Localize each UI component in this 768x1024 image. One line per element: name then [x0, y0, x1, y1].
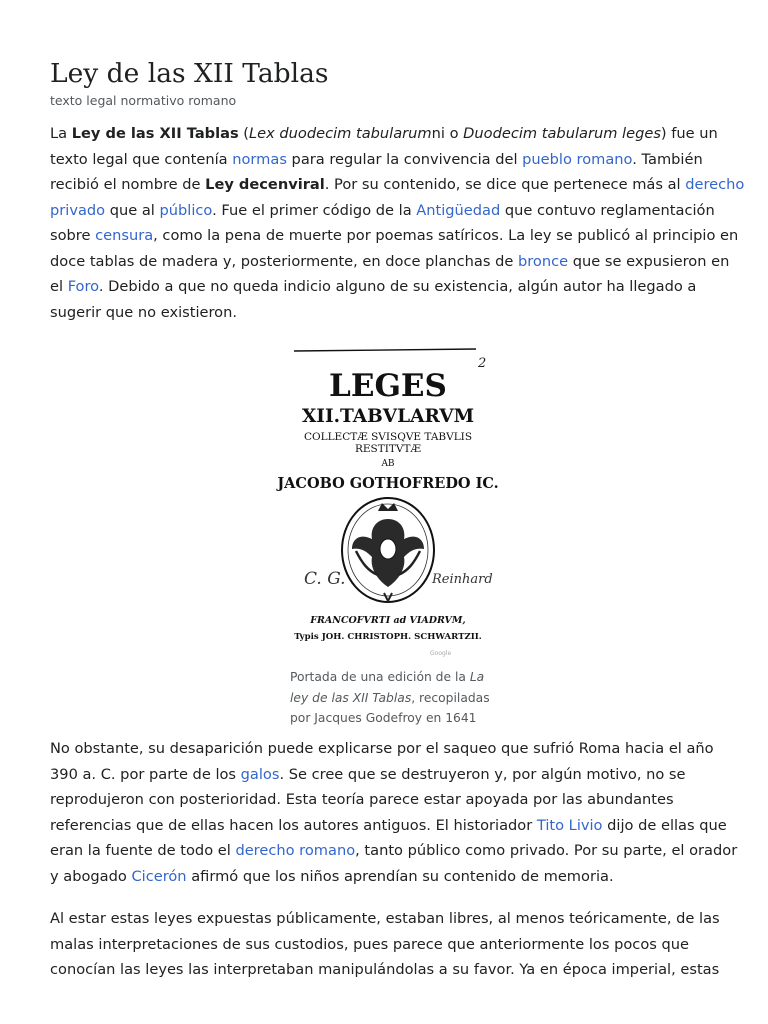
restitutae-line: RESTITVTÆ	[354, 443, 422, 455]
link-derecho-romano[interactable]: derecho romano	[235, 842, 356, 859]
text-run: que al	[105, 201, 160, 219]
author-line: JACOBO GOTHOFREDO IC.	[277, 475, 499, 492]
text-line	[50, 906, 730, 932]
latin-name: Lex duodecim tabularum	[249, 125, 432, 142]
text-run: para regular la convivencia del	[286, 150, 523, 168]
link-foro[interactable]: Foro	[67, 278, 99, 295]
text-run: (	[238, 125, 249, 142]
figure-caption	[290, 667, 490, 729]
text-line	[50, 813, 730, 839]
text-run: , tanto público como privado. Por su parte, el orador	[355, 842, 738, 859]
caption-line: por Jacques Godefroy en 1641	[290, 711, 477, 725]
text-run: reprodujeron con posterioridad. Esta teoría parece estar apoyada por las abundantes	[50, 791, 674, 808]
text-line	[50, 172, 745, 198]
text-line	[50, 300, 730, 326]
text-run: , como la pena de muerte por poemas satíricos. La ley se publicó al principio en	[153, 227, 739, 244]
history-paragraph	[50, 736, 738, 889]
caption-italic: La	[469, 670, 485, 684]
link-derecho-privado[interactable]: derecho	[685, 176, 745, 193]
text-run: . También	[632, 150, 703, 168]
book-title-page-image[interactable]	[277, 343, 499, 659]
page-title: Ley de las XII Tablas	[50, 58, 329, 89]
text-line	[50, 274, 730, 300]
text-run: que contuvo reglamentación	[500, 201, 715, 219]
ab-line: AB	[381, 459, 395, 469]
text-run: . Se cree que se destruyeron y, por algún motivo, no se	[279, 765, 686, 783]
text-run: doce tablas de madera y, posteriormente, en doce planchas de	[50, 252, 518, 270]
link-publico[interactable]: público	[159, 201, 213, 219]
caption-italic: ley de las XII Tablas	[290, 690, 412, 705]
text-run: . Debido a que no queda indicio alguno de su existencia, algún autor ha llegado a	[98, 278, 697, 295]
link-bronce[interactable]: bronce	[517, 252, 569, 270]
imprint-printer: Typis JOH. CHRISTOPH. SCHWARTZII.	[294, 632, 482, 642]
text-line	[50, 762, 730, 788]
link-derecho-privado[interactable]: privado	[50, 201, 106, 219]
text-run: La	[50, 125, 72, 142]
text-line	[50, 249, 730, 275]
text-run: que se expusieron en	[568, 252, 730, 270]
text-run: sobre	[50, 227, 96, 244]
text-run: . Por su contenido, se dice que pertenece más al	[324, 176, 686, 193]
text-line	[50, 787, 730, 813]
text-run: , recopiladas	[411, 690, 490, 705]
text-run: dijo de ellas que	[602, 816, 727, 834]
collectae-line: COLLECTÆ SVISQVE TABVLIS	[303, 431, 473, 443]
text-line	[50, 736, 730, 762]
link-normas[interactable]: normas	[232, 150, 287, 168]
link-tito-livio[interactable]: Tito Livio	[536, 816, 603, 834]
text-run: recibió el nombre de	[50, 176, 206, 193]
public-laws-paragraph	[50, 906, 730, 983]
text-run: eran la fuente de todo el	[50, 842, 236, 859]
imprint-city: FRANCOFVRTI ad VIADRVM,	[310, 615, 466, 626]
text-line	[50, 147, 730, 173]
text-line	[50, 932, 730, 958]
intro-paragraph	[50, 121, 745, 325]
text-line	[50, 838, 738, 864]
google-watermark: Google	[430, 650, 452, 657]
caption-line	[290, 667, 490, 688]
tabularum-heading: XII.TABVLARVM	[301, 406, 475, 427]
link-antiguedad[interactable]: Antigüedad	[416, 201, 501, 219]
text-run: texto legal que contenía	[50, 150, 233, 168]
text-run: Portada de una edición de la	[290, 670, 470, 684]
link-ciceron[interactable]: Cicerón	[131, 867, 187, 885]
text-line	[50, 957, 730, 983]
latin-name: Duodecim tabularum leges	[463, 125, 661, 142]
text-run: el	[50, 278, 68, 295]
text-run: referencias que de ellas hacen los autores antiguos. El historiador	[50, 816, 537, 834]
link-pueblo-romano[interactable]: pueblo romano	[522, 150, 633, 168]
figure	[277, 343, 499, 729]
text-run: . Fue el primer código de la	[212, 201, 417, 219]
text-run: 390 a. C. por parte de los	[50, 765, 241, 783]
text-run: ni o	[431, 125, 464, 142]
leges-heading: LEGES	[329, 368, 447, 404]
bold-term: Ley de las XII Tablas	[71, 125, 239, 142]
text-run: Al estar estas leyes expuestas públicamente, estaban libres, al menos teóricamente, de las	[50, 910, 720, 927]
bold-term: Ley decenviral	[205, 176, 325, 193]
text-run: conocían las leyes las interpretaban manipulándolas a su favor. Ya en época imperial, estas	[50, 961, 720, 978]
text-line	[50, 864, 730, 890]
text-run: y abogado	[50, 867, 132, 885]
link-galos[interactable]: galos	[240, 765, 280, 783]
signature-right: Reinhard	[432, 572, 493, 587]
text-run: malas interpretaciones de sus custodios, pues parece que anteriormente los pocos que	[50, 935, 689, 953]
signature-left: C. G.	[304, 569, 346, 589]
text-run: No obstante, su desaparición puede explicarse por el saqueo que sufrió Roma hacia el año	[50, 740, 714, 757]
page-subtitle: texto legal normativo romano	[50, 93, 237, 108]
text-run: ) fue un	[660, 125, 718, 142]
text-line	[50, 223, 739, 249]
caption-line	[290, 688, 490, 709]
page-number: 2	[478, 356, 487, 371]
text-line	[50, 198, 730, 224]
text-run: sugerir que no existieron.	[50, 303, 238, 321]
link-censura[interactable]: censura	[95, 227, 154, 244]
text-line	[50, 121, 730, 147]
text-run: afirmó que los niños aprendían su contenido de memoria.	[186, 867, 614, 885]
